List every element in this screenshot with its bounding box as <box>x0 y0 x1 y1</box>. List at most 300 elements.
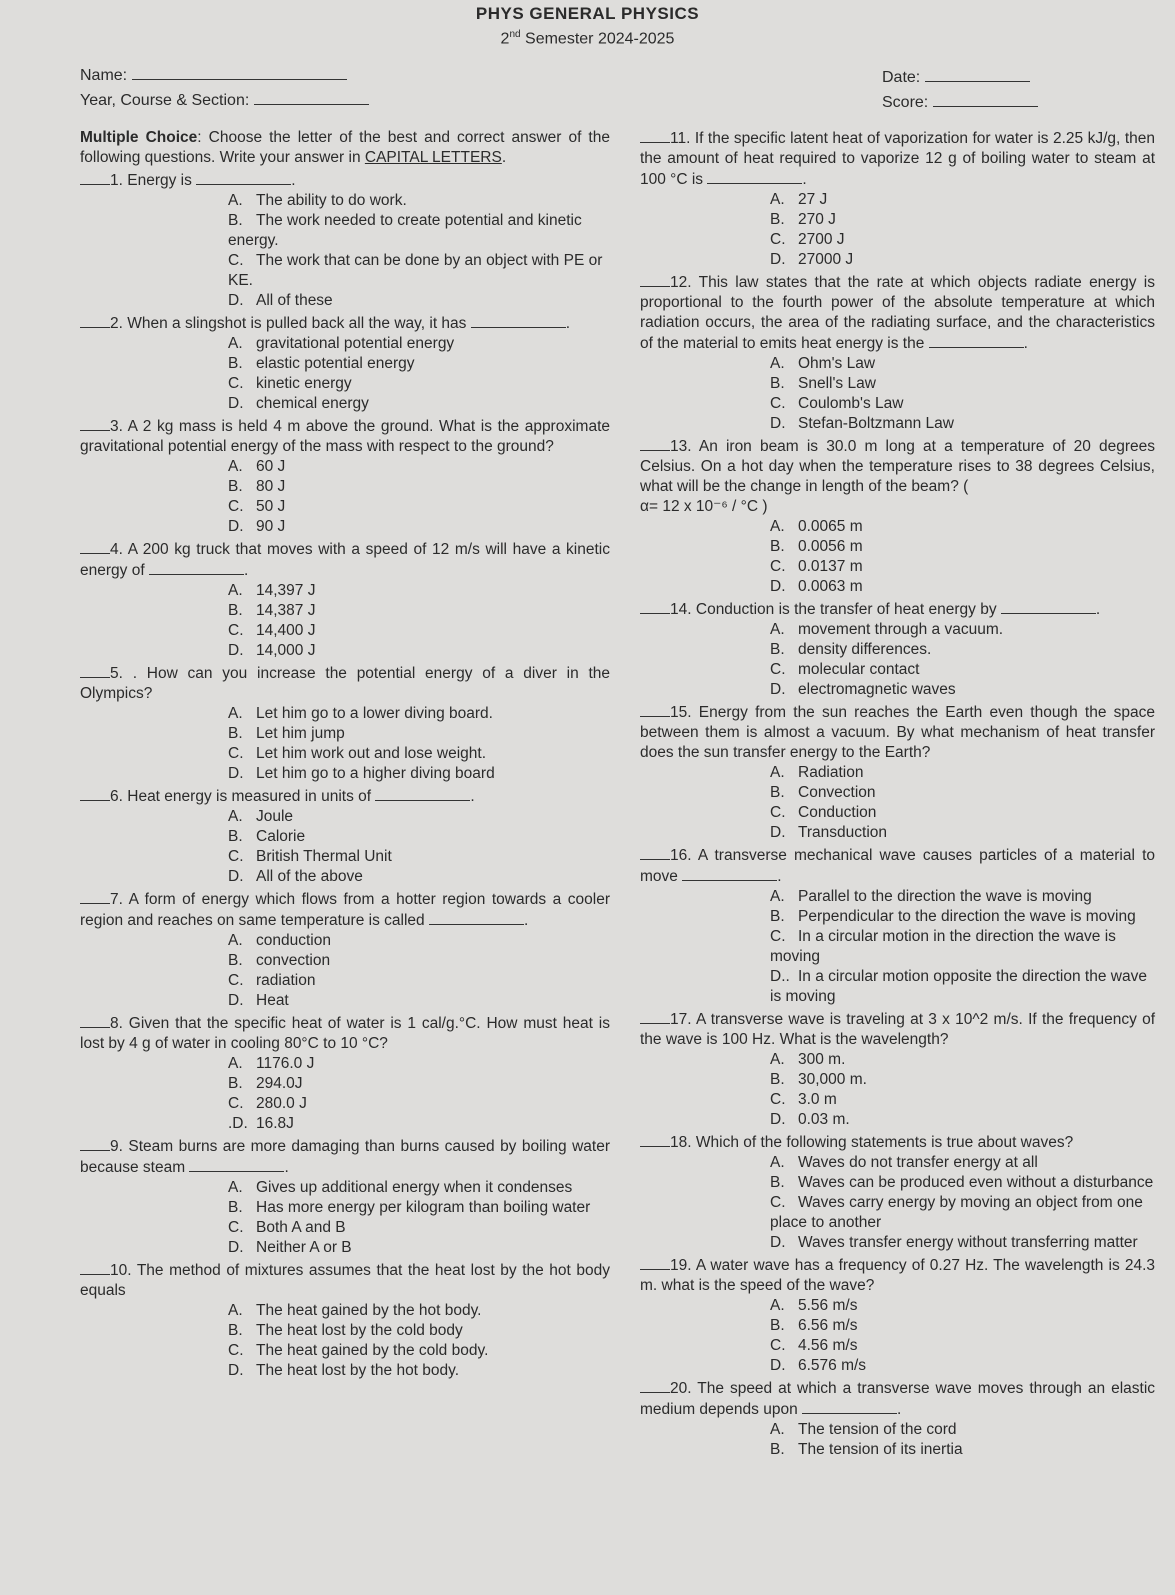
fill-in-blank[interactable] <box>471 313 566 328</box>
option-c[interactable] <box>770 1336 1155 1356</box>
option-letter: D. <box>228 518 244 535</box>
year-blank[interactable] <box>254 90 369 105</box>
option-letter: D.. <box>770 968 790 985</box>
instructions-end: . <box>501 149 507 166</box>
question-number: 2. <box>110 315 123 332</box>
option-b[interactable] <box>228 1074 610 1094</box>
question-end-punct: . <box>1095 601 1101 618</box>
option-a[interactable] <box>228 1301 610 1321</box>
options-list <box>640 763 1155 843</box>
option-text: 16.8J <box>256 1115 294 1132</box>
option-text: chemical energy <box>256 395 369 412</box>
option-letter: A. <box>228 582 243 599</box>
option-a[interactable] <box>770 354 1155 374</box>
option-text: The heat gained by the hot body. <box>256 1302 482 1319</box>
question-body: This law states that the rate at which objects radiate energy is proportional to the fourth power of the absolute temperature at which radiation occurs, the area of the radiating surface, and the characteristics of the material to emits heat energy is the <box>640 274 1155 352</box>
year-field[interactable] <box>80 90 369 111</box>
option-letter: A. <box>770 1297 785 1314</box>
option-a[interactable] <box>228 807 610 827</box>
option-letter: A. <box>228 1302 243 1319</box>
question-end-punct: . <box>523 912 529 929</box>
option-letter: B. <box>770 1441 785 1458</box>
options-list <box>640 1420 1155 1460</box>
question-number: 1. <box>110 172 123 189</box>
fill-in-blank[interactable] <box>375 786 470 801</box>
option-d[interactable] <box>228 291 610 311</box>
option-letter: B. <box>228 725 243 742</box>
instructions <box>80 128 610 168</box>
question-text <box>80 1260 610 1301</box>
semester-ordinal-suffix: nd <box>509 29 521 40</box>
option-b[interactable] <box>228 827 610 847</box>
option-text: Parallel to the direction the wave is moving <box>798 888 1092 905</box>
option-a[interactable] <box>770 887 1155 907</box>
option-d[interactable] <box>228 867 610 887</box>
option-d[interactable] <box>770 1110 1155 1130</box>
question-number: 4. <box>110 541 123 558</box>
option-text: In a circular motion opposite the direction the wave is moving <box>770 968 1147 1005</box>
question-5 <box>80 663 610 784</box>
option-letter: B. <box>228 828 243 845</box>
question-formula: α= 12 x 10⁻⁶ / °C ) <box>640 498 768 515</box>
option-b[interactable] <box>228 724 610 744</box>
option-letter: D. <box>228 868 244 885</box>
options-list <box>640 887 1155 1007</box>
question-number: 10. <box>110 1262 132 1279</box>
option-a[interactable] <box>770 763 1155 783</box>
question-text <box>640 702 1155 763</box>
option-d[interactable] <box>228 991 610 1011</box>
question-text <box>640 1132 1155 1153</box>
option-b[interactable] <box>228 477 610 497</box>
option-letter: A. <box>770 764 785 781</box>
option-text: Snell's Law <box>798 375 876 392</box>
option-letter: B. <box>228 952 243 969</box>
option-c[interactable] <box>770 394 1155 414</box>
option-letter: B. <box>228 478 243 495</box>
option-d[interactable] <box>228 394 610 414</box>
answer-blank[interactable] <box>640 436 670 451</box>
option-letter: C. <box>228 622 244 639</box>
answer-blank[interactable] <box>80 1013 110 1028</box>
option-letter: D. <box>770 681 786 698</box>
question-15 <box>640 702 1155 843</box>
question-number: 20. <box>670 1380 692 1397</box>
option-a[interactable] <box>770 620 1155 640</box>
option-c[interactable] <box>770 803 1155 823</box>
question-end-punct: . <box>1023 335 1028 352</box>
option-text: Waves can be produced even without a disturbance <box>798 1174 1154 1191</box>
answer-blank[interactable] <box>640 1255 670 1270</box>
date-blank[interactable] <box>925 67 1030 82</box>
option-letter: D. <box>770 1234 786 1251</box>
option-letter: A. <box>228 1179 243 1196</box>
name-blank[interactable] <box>132 65 347 80</box>
answer-blank[interactable] <box>80 786 110 801</box>
option-text: 90 J <box>256 518 286 535</box>
option-a[interactable] <box>228 334 610 354</box>
question-body: A form of energy which flows from a hotter region towards a cooler region and reaches on same temperature is called <box>80 891 611 929</box>
option-a[interactable] <box>770 517 1155 537</box>
option-letter: C. <box>228 375 244 392</box>
option-letter: A. <box>770 888 785 905</box>
question-body: When a slingshot is pulled back all the way, it has <box>127 315 467 332</box>
option-text: 0.0065 m <box>798 518 863 535</box>
option-text: All of the above <box>256 868 363 885</box>
option-text: electromagnetic waves <box>798 681 956 698</box>
option-c[interactable] <box>770 1090 1155 1110</box>
fill-in-blank[interactable] <box>189 1157 284 1172</box>
question-body: If the specific latent heat of vaporization for water is 2.25 kJ/g, then the amount of heat required to vaporize 12 g of boiling water to steam at 100 °C is <box>640 130 1155 188</box>
question-end-punct: . <box>284 1159 289 1176</box>
options-list <box>640 1153 1155 1253</box>
option-text: convection <box>256 952 331 969</box>
option-d[interactable] <box>228 764 610 784</box>
option-b[interactable] <box>228 211 610 251</box>
option-text: 0.0056 m <box>798 538 863 555</box>
option-b[interactable] <box>770 1173 1155 1193</box>
option-d[interactable] <box>770 250 1155 270</box>
option-c[interactable] <box>228 497 610 517</box>
option-letter: A. <box>228 705 243 722</box>
option-letter: D. <box>770 578 786 595</box>
option-d[interactable] <box>770 1356 1155 1376</box>
option-b[interactable] <box>770 210 1155 230</box>
option-letter: A. <box>770 191 785 208</box>
option-c[interactable] <box>228 1218 610 1238</box>
option-b[interactable] <box>770 783 1155 803</box>
option-letter: D. <box>228 1239 244 1256</box>
option-text: Gives up additional energy when it condenses <box>256 1179 573 1196</box>
option-text: 60 J <box>256 458 286 475</box>
answer-blank[interactable] <box>80 1260 110 1275</box>
semester-text: Semester 2024-2025 <box>520 30 675 48</box>
option-b[interactable] <box>770 907 1155 927</box>
question-9 <box>80 1136 610 1258</box>
question-body: Given that the specific heat of water is 1 cal/g.°C. How must heat is lost by 4 g of water in cooling 80°C to 10 °C? <box>80 1015 610 1052</box>
answer-blank[interactable] <box>640 599 670 614</box>
options-list <box>640 620 1155 700</box>
option-text: The ability to do work. <box>256 192 407 209</box>
option-text: The heat gained by the cold body. <box>256 1342 489 1359</box>
option-text: 6.576 m/s <box>798 1357 867 1374</box>
question-number: 9. <box>110 1138 123 1155</box>
fill-in-blank[interactable] <box>929 333 1024 348</box>
option-text: 280.0 J <box>256 1095 307 1112</box>
option-b[interactable] <box>770 374 1155 394</box>
option-text: radiation <box>256 972 316 989</box>
option-text: 80 J <box>256 478 286 495</box>
answer-blank[interactable] <box>640 702 670 717</box>
option-d[interactable] <box>770 1233 1155 1253</box>
option-a[interactable] <box>770 1296 1155 1316</box>
question-end-punct: . <box>470 788 475 805</box>
option-text: The tension of its inertia <box>798 1441 963 1458</box>
option-letter: C. <box>228 972 244 989</box>
question-number: 12. <box>670 274 692 291</box>
option-text: 3.0 m <box>798 1091 837 1108</box>
question-end-punct: . <box>565 315 571 332</box>
option-d[interactable] <box>228 1114 610 1134</box>
question-number: 3. <box>110 418 123 435</box>
question-number: 13. <box>670 438 692 455</box>
fill-in-blank[interactable] <box>149 560 244 575</box>
option-letter: A. <box>228 192 243 209</box>
option-a[interactable] <box>228 1054 610 1074</box>
option-c[interactable] <box>228 847 610 867</box>
option-d[interactable] <box>228 1361 610 1381</box>
semester-line <box>0 25 1175 49</box>
option-b[interactable] <box>770 1316 1155 1336</box>
option-text: Let him work out and lose weight. <box>256 745 487 762</box>
option-letter: B. <box>228 602 243 619</box>
option-text: The work needed to create potential and kinetic energy. <box>228 212 582 249</box>
option-a[interactable] <box>228 704 610 724</box>
option-c[interactable] <box>228 1094 610 1114</box>
fill-in-blank[interactable] <box>196 170 291 185</box>
option-a[interactable] <box>228 581 610 601</box>
option-a[interactable] <box>228 1178 610 1198</box>
option-letter: A. <box>770 621 785 638</box>
fill-in-blank[interactable] <box>802 1399 897 1414</box>
option-letter: B. <box>228 212 243 229</box>
question-number: 18. <box>670 1134 692 1151</box>
question-body: Energy from the sun reaches the Earth even though the space between them is almost a vacuum. By what mechanism of heat transfer does the sun transfer energy to the Earth? <box>640 704 1155 761</box>
fill-in-blank[interactable] <box>707 169 802 184</box>
question-end-punct: . <box>897 1401 902 1418</box>
option-letter: A. <box>770 1154 785 1171</box>
option-letter: A. <box>228 335 243 352</box>
question-13 <box>640 436 1155 597</box>
options-list <box>80 704 610 784</box>
question-end-punct: . <box>802 171 807 188</box>
question-text <box>80 786 610 807</box>
option-c[interactable] <box>228 621 610 641</box>
answer-blank[interactable] <box>640 845 670 860</box>
question-6 <box>80 786 610 887</box>
option-c[interactable] <box>770 230 1155 250</box>
option-b[interactable] <box>228 354 610 374</box>
question-number: 15. <box>670 704 692 721</box>
option-letter: C. <box>228 848 244 865</box>
question-end-punct: . <box>243 562 249 579</box>
option-letter: C. <box>770 928 786 945</box>
question-4 <box>80 539 610 661</box>
option-d[interactable] <box>770 967 1155 1007</box>
option-d[interactable] <box>770 680 1155 700</box>
answer-blank[interactable] <box>80 889 110 904</box>
option-text: 5.56 m/s <box>798 1297 858 1314</box>
option-text: 27000 J <box>798 251 854 268</box>
options-list <box>80 1301 610 1381</box>
question-text <box>80 313 610 334</box>
option-c[interactable] <box>770 557 1155 577</box>
option-text: Both A and B <box>256 1219 346 1236</box>
answer-blank[interactable] <box>640 1378 670 1393</box>
option-d[interactable] <box>228 517 610 537</box>
answer-blank[interactable] <box>80 539 110 554</box>
option-a[interactable] <box>228 931 610 951</box>
option-d[interactable] <box>770 414 1155 434</box>
option-letter: D. <box>228 1362 244 1379</box>
option-text: 0.0063 m <box>798 578 863 595</box>
question-body: A 2 kg mass is held 4 m above the ground. What is the approximate gravitational potential energy of the mass with respect to the ground? <box>80 418 610 455</box>
date-field[interactable] <box>882 67 1030 88</box>
option-letter: C. <box>228 252 244 269</box>
option-a[interactable] <box>770 1420 1155 1440</box>
fill-in-blank[interactable] <box>1001 599 1096 614</box>
question-body: The speed at which a transverse wave moves through an elastic medium depends upon <box>640 1380 1156 1418</box>
option-letter: A. <box>770 518 785 535</box>
options-list <box>80 807 610 887</box>
question-body: . How can you increase the potential energy of a diver in the Olympics? <box>80 665 610 702</box>
option-text: The heat lost by the hot body. <box>256 1362 460 1379</box>
option-letter: C. <box>770 1194 786 1211</box>
options-list <box>80 457 610 537</box>
option-text: 27 J <box>798 191 828 208</box>
option-text: The tension of the cord <box>798 1421 957 1438</box>
option-b[interactable] <box>228 601 610 621</box>
option-text: Waves do not transfer energy at all <box>798 1154 1038 1171</box>
question-text <box>80 539 610 581</box>
option-d[interactable] <box>228 1238 610 1258</box>
option-b[interactable] <box>770 537 1155 557</box>
option-text: Transduction <box>798 824 888 841</box>
option-text: 14,000 J <box>256 642 316 659</box>
options-list <box>80 581 610 661</box>
option-letter: C. <box>770 661 786 678</box>
options-list <box>640 1050 1155 1130</box>
option-c[interactable] <box>228 1341 610 1361</box>
question-text <box>80 416 610 457</box>
question-3 <box>80 416 610 537</box>
question-end-punct: . <box>777 868 782 885</box>
option-a[interactable] <box>228 191 610 211</box>
option-text: Perpendicular to the direction the wave is moving <box>798 908 1136 925</box>
option-text: molecular contact <box>798 661 920 678</box>
option-a[interactable] <box>770 190 1155 210</box>
answer-blank[interactable] <box>640 128 670 143</box>
question-7 <box>80 889 610 1011</box>
question-text <box>640 1255 1155 1296</box>
option-letter: C. <box>228 1095 244 1112</box>
option-d[interactable] <box>228 641 610 661</box>
option-c[interactable] <box>770 1193 1155 1233</box>
option-c[interactable] <box>228 374 610 394</box>
option-a[interactable] <box>770 1153 1155 1173</box>
option-c[interactable] <box>770 660 1155 680</box>
question-body: A 200 kg truck that moves with a speed of 12 m/s will have a kinetic energy of <box>80 541 610 579</box>
option-letter: C. <box>770 804 786 821</box>
question-text <box>80 1013 610 1054</box>
answer-blank[interactable] <box>80 663 110 678</box>
name-label: Name: <box>80 67 128 84</box>
option-b[interactable] <box>228 1321 610 1341</box>
name-field[interactable] <box>80 65 347 86</box>
option-letter: D. <box>228 642 244 659</box>
question-text <box>640 1378 1155 1420</box>
question-text <box>80 663 610 704</box>
question-body: Conduction is the transfer of heat energy by <box>695 601 997 618</box>
option-c[interactable] <box>228 744 610 764</box>
option-d[interactable] <box>770 577 1155 597</box>
option-text: 1176.0 J <box>256 1055 315 1072</box>
semester-ordinal: 2 <box>500 30 510 48</box>
option-text: Ohm's Law <box>798 355 876 372</box>
answer-blank[interactable] <box>640 272 670 287</box>
question-number: 5. <box>110 665 123 682</box>
option-text: Let him jump <box>256 725 345 742</box>
option-letter: C. <box>770 395 786 412</box>
answer-blank[interactable] <box>640 1132 670 1147</box>
option-b[interactable] <box>228 1198 610 1218</box>
option-letter: B. <box>770 1071 785 1088</box>
option-text: Convection <box>798 784 876 801</box>
answer-blank[interactable] <box>80 170 110 185</box>
option-d[interactable] <box>770 823 1155 843</box>
option-text: 30,000 m. <box>798 1071 867 1088</box>
question-number: 8. <box>110 1015 123 1032</box>
option-letter: D. <box>770 1111 786 1128</box>
option-b[interactable] <box>770 1070 1155 1090</box>
question-18 <box>640 1132 1155 1253</box>
question-body: Energy is <box>127 172 192 189</box>
answer-blank[interactable] <box>80 1136 110 1151</box>
score-blank[interactable] <box>933 92 1038 107</box>
option-letter: C. <box>228 745 244 762</box>
option-c[interactable] <box>228 251 610 291</box>
option-c[interactable] <box>228 971 610 991</box>
option-c[interactable] <box>770 927 1155 967</box>
option-letter: C. <box>770 1091 786 1108</box>
options-list <box>640 354 1155 434</box>
option-a[interactable] <box>770 1050 1155 1070</box>
question-number: 17. <box>670 1011 692 1028</box>
question-8 <box>80 1013 610 1134</box>
option-letter: D. <box>770 1357 786 1374</box>
question-text <box>640 436 1155 497</box>
option-a[interactable] <box>228 457 610 477</box>
fill-in-blank[interactable] <box>429 910 524 925</box>
option-b[interactable] <box>228 951 610 971</box>
option-letter: C. <box>770 231 786 248</box>
question-body: The method of mixtures assumes that the heat lost by the hot body equals <box>80 1262 610 1299</box>
option-letter: B. <box>770 641 785 658</box>
option-text: elastic potential energy <box>256 355 415 372</box>
answer-blank[interactable] <box>80 416 110 431</box>
option-text: 6.56 m/s <box>798 1317 858 1334</box>
options-list <box>80 191 610 311</box>
question-body: A transverse wave is traveling at 3 x 10^2 m/s. If the frequency of the wave is 100 Hz. What is the wavelength? <box>640 1011 1155 1048</box>
option-letter: D. <box>770 824 786 841</box>
option-text: 300 m. <box>798 1051 846 1068</box>
option-b[interactable] <box>770 1440 1155 1460</box>
question-17 <box>640 1009 1155 1130</box>
option-b[interactable] <box>770 640 1155 660</box>
option-text: Radiation <box>798 764 864 781</box>
fill-in-blank[interactable] <box>682 866 777 881</box>
question-11 <box>640 128 1155 270</box>
answer-blank[interactable] <box>80 313 110 328</box>
option-text: kinetic energy <box>256 375 352 392</box>
option-letter: A. <box>770 355 785 372</box>
answer-blank[interactable] <box>640 1009 670 1024</box>
option-text: All of these <box>256 292 333 309</box>
options-list <box>640 517 1155 597</box>
option-letter: A. <box>228 808 243 825</box>
score-field[interactable] <box>882 92 1038 113</box>
option-letter: B. <box>770 538 785 555</box>
